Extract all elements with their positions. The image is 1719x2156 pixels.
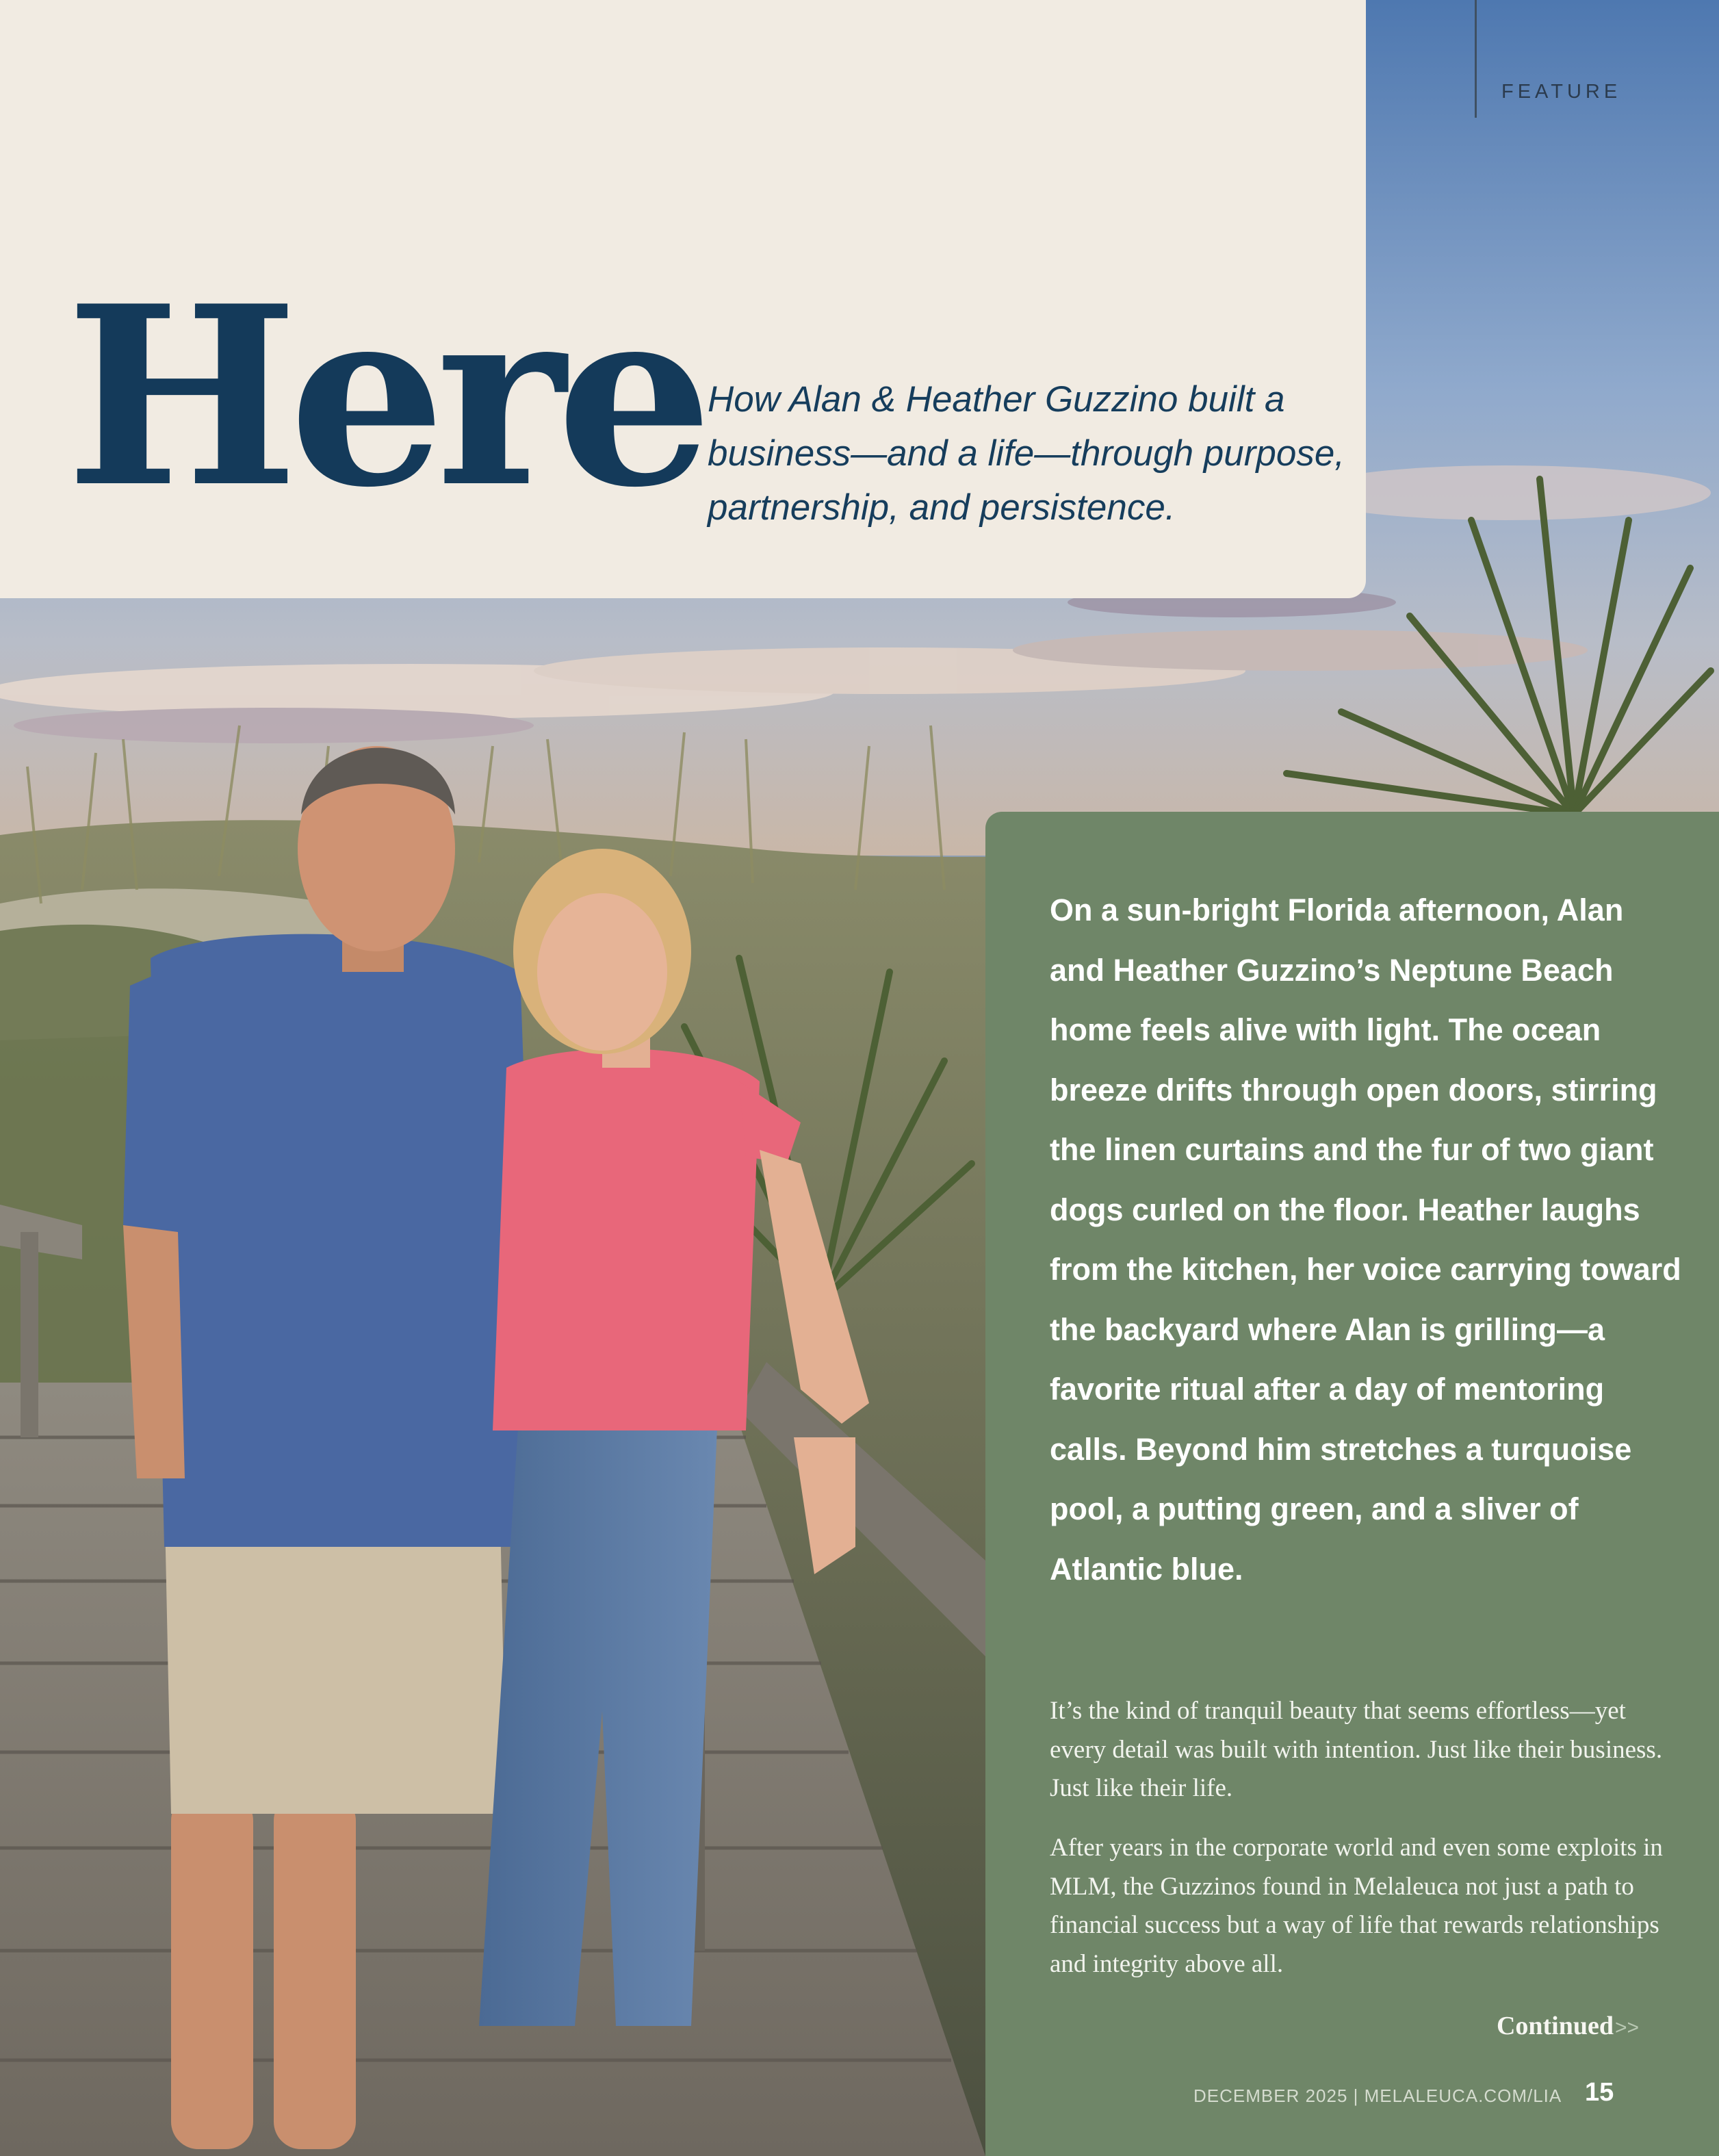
headline-title: Here xyxy=(66,252,703,541)
continued-link[interactable]: Continued xyxy=(1496,2012,1614,2040)
story-lede: On a sun-bright Florida afternoon, Alan and Heather Guzzino’s Neptune Beach home feels alive with light. The ocean breeze drifts through open doors, stirring the linen curtains and the fur of two giant dogs curled on the floor. Heather laughs from the kitchen, her voice carrying toward the backyard where Alan is grilling—a favorite ritual after a day of mentoring calls. Beyond him stretches a turquoise pool, a putting green, and a sliver of Atlantic blue. xyxy=(1050,893,1681,1587)
section-divider xyxy=(1475,0,1477,118)
story-paragraph-1: It’s the kind of tranquil beauty that seems effortless—yet every detail was built with intention. Just like their business. Just like their life. xyxy=(1050,1697,1663,1802)
page-number: 15 xyxy=(1585,2078,1614,2107)
folio-issue: DECEMBER 2025 | MELALEUCA.COM/LIA xyxy=(1193,2086,1562,2106)
continued-arrow-icon: >> xyxy=(1615,2016,1640,2039)
headline-deck: How Alan & Heather Guzzino built a business—and a life—through purpose, partnership, and persistence. xyxy=(708,379,1345,528)
section-label: FEATURE xyxy=(1501,81,1622,103)
story-panel xyxy=(985,812,1719,2156)
headline-panel xyxy=(0,0,1366,598)
story-paragraph-2: After years in the corporate world and even some exploits in MLM, the Guzzinos found in Melaleuca not just a path to financial success but a way of life that rewards relationships and integrity above all. xyxy=(1050,1834,1663,1978)
